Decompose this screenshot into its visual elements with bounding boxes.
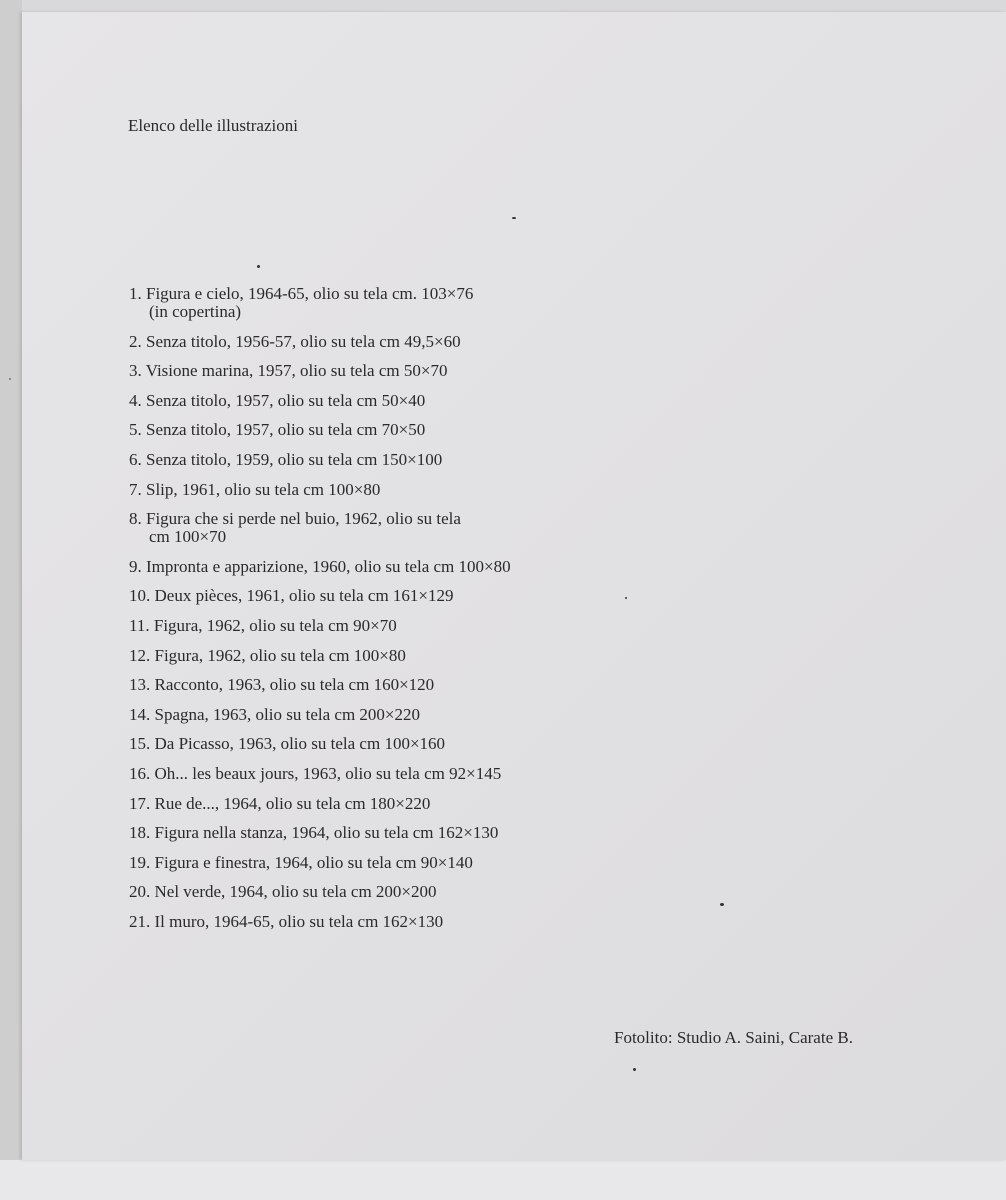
- list-item: [129, 823, 511, 843]
- list-item: [129, 853, 511, 873]
- list-item-text: 11. Figura, 1962, olio su tela cm 90×70: [129, 615, 397, 635]
- list-item-text: 9. Impronta e apparizione, 1960, olio su tela cm 100×80: [129, 556, 511, 576]
- list-item: [129, 284, 511, 322]
- list-item-text: 17. Rue de..., 1964, olio su tela cm 180×220: [129, 793, 431, 813]
- list-item-text: 5. Senza titolo, 1957, olio su tela cm 70×50: [129, 420, 426, 440]
- list-item-text: 13. Racconto, 1963, olio su tela cm 160×120: [129, 675, 435, 695]
- list-item: [129, 675, 511, 695]
- list-item: [129, 705, 511, 725]
- list-item-text: 4. Senza titolo, 1957, olio su tela cm 50×40: [129, 390, 426, 410]
- photolitho-credit: Fotolito: Studio A. Saini, Carate B.: [614, 1028, 853, 1047]
- list-item-text: 12. Figura, 1962, olio su tela cm 100×80: [129, 645, 406, 665]
- list-item-text: 8. Figura che si perde nel buio, 1962, olio su tela: [129, 509, 461, 529]
- list-item: [129, 557, 511, 577]
- list-item: [129, 450, 511, 470]
- paper-speck: [9, 378, 11, 380]
- list-item: [129, 361, 511, 381]
- illustration-list: [129, 284, 511, 941]
- paper-speck: [720, 903, 724, 906]
- list-item-text: 20. Nel verde, 1964, olio su tela cm 200×200: [129, 882, 437, 902]
- list-item-text: 6. Senza titolo, 1959, olio su tela cm 150×100: [129, 449, 443, 469]
- list-item-text: 10. Deux pièces, 1961, olio su tela cm 161×129: [129, 586, 454, 606]
- page-left-edge: [0, 0, 22, 1200]
- list-item-text: 15. Da Picasso, 1963, olio su tela cm 100×160: [129, 734, 446, 754]
- paper-speck: [257, 265, 260, 268]
- list-item: [129, 764, 511, 784]
- paper-speck: [633, 1068, 636, 1071]
- list-item: [129, 391, 511, 411]
- page-title: Elenco delle illustrazioni: [128, 116, 298, 135]
- paper-speck: [625, 597, 627, 599]
- list-item-continuation: (in copertina): [149, 302, 242, 321]
- page-bottom-edge: [0, 1160, 1006, 1200]
- list-item-text: 3. Visione marina, 1957, olio su tela cm 50×70: [129, 361, 448, 381]
- list-item: [129, 420, 511, 440]
- list-item: [129, 912, 511, 932]
- list-item-text: 1. Figura e cielo, 1964-65, olio su tela cm. 103×76: [129, 284, 474, 303]
- list-item: [129, 332, 511, 352]
- paper-speck: [512, 217, 516, 219]
- list-item: [129, 509, 511, 547]
- list-item-text: 14. Spagna, 1963, olio su tela cm 200×220: [129, 704, 421, 724]
- list-item: [129, 586, 511, 606]
- list-item-text: 2. Senza titolo, 1956-57, olio su tela cm 49,5×60: [129, 331, 461, 351]
- list-item-text: 21. Il muro, 1964-65, olio su tela cm 162×130: [129, 911, 444, 931]
- list-item: [129, 794, 511, 814]
- list-item-text: 19. Figura e finestra, 1964, olio su tela cm 90×140: [129, 852, 473, 872]
- list-item: [129, 734, 511, 754]
- list-item-text: 16. Oh... les beaux jours, 1963, olio su tela cm 92×145: [129, 763, 502, 783]
- list-item: [129, 480, 511, 500]
- list-item-continuation: cm 100×70: [149, 527, 227, 547]
- list-item: [129, 646, 511, 666]
- list-item-text: 18. Figura nella stanza, 1964, olio su tela cm 162×130: [129, 823, 499, 843]
- list-item: [129, 882, 511, 902]
- list-item: [129, 616, 511, 636]
- list-item-text: 7. Slip, 1961, olio su tela cm 100×80: [129, 479, 381, 499]
